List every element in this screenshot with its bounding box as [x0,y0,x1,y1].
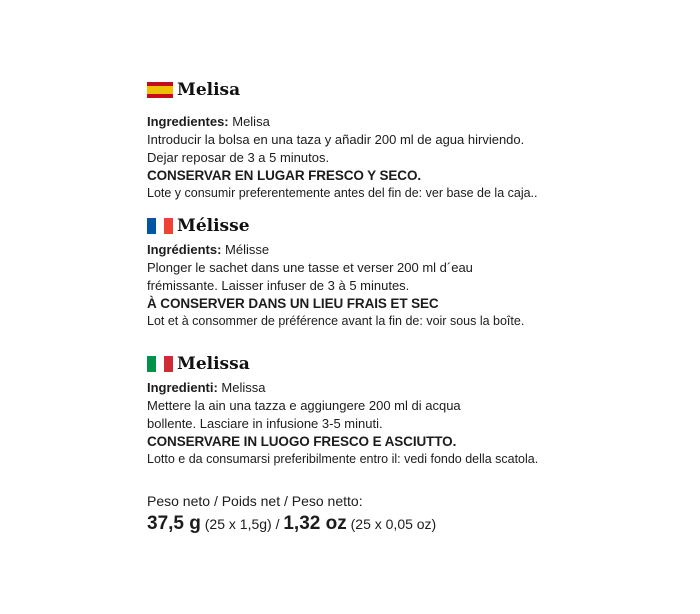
net-weight-values [147,511,617,537]
title-row [147,77,617,103]
storage-warning: CONSERVARE IN LUOGO FRESCO E ASCIUTTO. [147,434,457,449]
weight-grams-detail: (25 x 1,5g) / [200,516,284,532]
weight-ounces: 1,32 oz [283,513,347,534]
section-french [147,213,617,330]
section-title: Mélisse [177,216,250,236]
ingredients-value: Melissa [217,380,266,395]
spain-flag-icon [147,82,173,98]
instruction-line: bollente. Lasciare in infusione 3-5 minuti. [147,416,383,431]
instruction-line: Introducir la bolsa en una taza y añadir 200 ml de agua hirviendo. [147,132,525,147]
ingredients-line [147,241,617,259]
ingredients-line [147,113,617,131]
net-weight-label: Peso neto / Poids net / Peso netto: [147,493,363,509]
section-title: Melissa [177,354,250,374]
ingredients-label: Ingredientes: [147,114,229,129]
instruction-line: frémissante. Laisser infuser de 3 à 5 minutes. [147,278,410,293]
section-title: Melisa [177,80,241,100]
ingredients-value: Mélisse [221,242,270,257]
section-spanish [147,77,617,202]
net-weight-block [147,491,617,537]
instruction-line: Mettere la ain una tazza e aggiungere 200 ml di acqua [147,398,461,413]
italy-flag-icon [147,356,173,372]
weight-ounces-detail: (25 x 0,05 oz) [346,516,437,532]
storage-warning: CONSERVAR EN LUGAR FRESCO Y SECO. [147,168,421,183]
instruction-line: Plonger le sachet dans une tasse et verser 200 ml d´eau [147,260,473,275]
title-row [147,213,617,239]
ingredients-value: Melisa [228,114,270,129]
best-before-text: Lote y consumir preferentemente antes del fin de: ver base de la caja.. [147,186,538,200]
section-italian [147,351,617,468]
ingredients-line [147,379,617,397]
ingredients-label: Ingrédients: [147,242,222,257]
storage-warning: À CONSERVER DANS UN LIEU FRAIS ET SEC [147,296,439,311]
instruction-line: Dejar reposar de 3 a 5 minutos. [147,150,330,165]
ingredients-label: Ingredienti: [147,380,218,395]
best-before-text: Lotto e da consumarsi preferibilmente entro il: vedi fondo della scatola. [147,452,539,466]
weight-grams: 37,5 g [147,513,201,534]
france-flag-icon [147,218,173,234]
best-before-text: Lot et à consommer de préférence avant la fin de: voir sous la boîte. [147,314,525,328]
title-row [147,351,617,377]
